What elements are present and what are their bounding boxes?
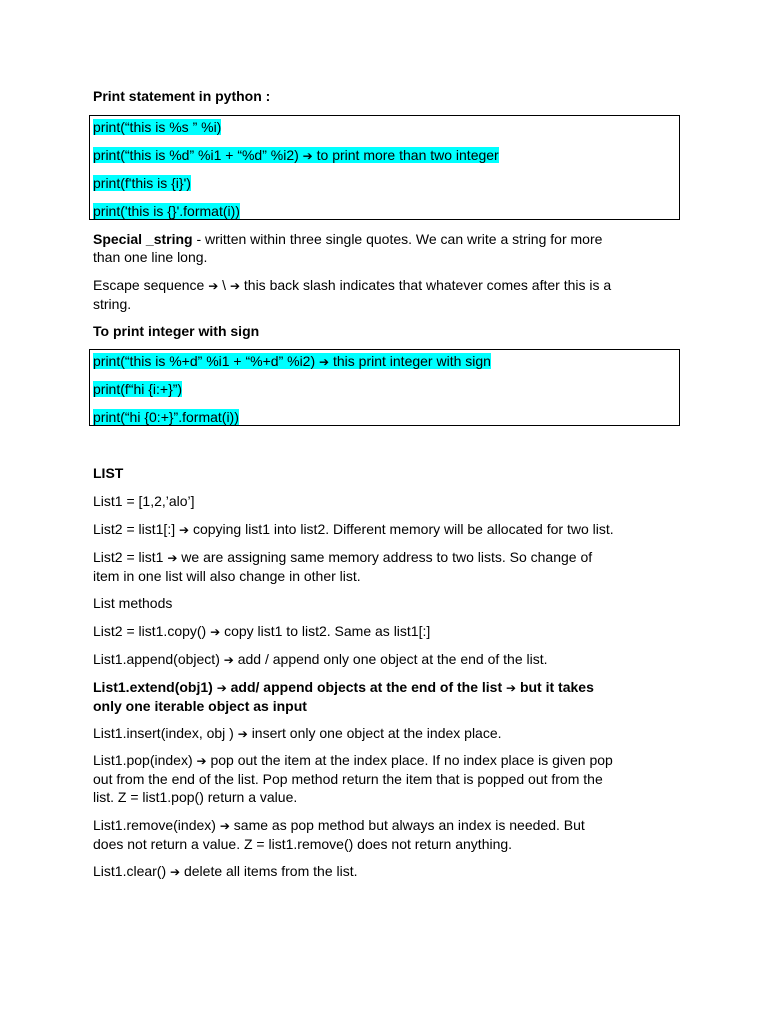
arrow-icon: ➔ bbox=[219, 819, 230, 833]
code-line: print(“this is %d” %i1 + “%d” %i2) ➔ to print more than two integer bbox=[93, 147, 499, 163]
list-line: List2 = list1 ➔ we are assigning same memory address to two lists. So change of item in one list will also change in other list. bbox=[93, 549, 593, 584]
code-line: print(f“hi {i:+}”) bbox=[93, 381, 183, 397]
arrow-icon: ➔ bbox=[229, 279, 240, 293]
list-method-insert: List1.insert(index, obj ) ➔ insert only one object at the index place. bbox=[93, 725, 502, 741]
heading-print-statement: Print statement in python : bbox=[93, 88, 271, 104]
heading-integer-sign: To print integer with sign bbox=[93, 323, 260, 339]
arrow-icon: ➔ bbox=[319, 355, 330, 369]
list-method-remove: List1.remove(index) ➔ same as pop method but always an index is needed. But does not return a value. Z = list1.remove() does not return anything. bbox=[93, 817, 585, 852]
term-label: Special _string bbox=[93, 231, 193, 247]
escape-sequence-paragraph: Escape sequence ➔ \ ➔ this back slash indicates that whatever comes after this is a string. bbox=[93, 277, 612, 312]
code-line: print(“this is %+d” %i1 + “%+d” %i2) ➔ this print integer with sign bbox=[93, 353, 491, 369]
heading-list: LIST bbox=[93, 465, 124, 481]
arrow-icon: ➔ bbox=[170, 865, 181, 879]
list-method-extend: List1.extend(obj1) ➔ add/ append objects at the end of the list ➔ but it takes only one iterable object as input bbox=[93, 679, 594, 714]
arrow-icon: ➔ bbox=[216, 681, 227, 695]
code-box-print bbox=[89, 115, 680, 220]
list-method-clear: List1.clear() ➔ delete all items from the list. bbox=[93, 863, 358, 879]
arrow-icon: ➔ bbox=[210, 625, 221, 639]
arrow-icon: ➔ bbox=[302, 149, 313, 163]
arrow-icon: ➔ bbox=[223, 653, 234, 667]
arrow-icon: ➔ bbox=[178, 523, 190, 537]
list-line: List1 = [1,2,’alo’] bbox=[93, 493, 195, 509]
list-method-copy: List2 = list1.copy() ➔ copy list1 to list2. Same as list1[:] bbox=[93, 623, 431, 639]
code-line: print(“this is %s ” %i) bbox=[93, 119, 222, 135]
code-line: print(“hi {0:+}”.format(i)) bbox=[93, 409, 239, 425]
arrow-icon: ➔ bbox=[196, 754, 207, 768]
list-line: List2 = list1[:] ➔ copying list1 into list2. Different memory will be allocated for two list. bbox=[93, 521, 614, 537]
arrow-icon: ➔ bbox=[237, 727, 248, 741]
list-method-pop: List1.pop(index) ➔ pop out the item at the index place. If no index place is given pop out from the end of the list. Pop method return the item that is popped out from the list. Z = list1.pop() return a value. bbox=[93, 752, 613, 805]
code-line: print('this is {}'.format(i)) bbox=[93, 203, 240, 219]
arrow-icon: ➔ bbox=[506, 681, 517, 695]
arrow-icon: ➔ bbox=[208, 279, 219, 293]
list-methods-label: List methods bbox=[93, 595, 173, 611]
special-string-paragraph: Special _string - written within three single quotes. We can write a string for more than one line long. bbox=[93, 231, 603, 265]
code-box-sign bbox=[89, 349, 680, 426]
list-method-append: List1.append(object) ➔ add / append only one object at the end of the list. bbox=[93, 651, 548, 667]
code-line: print(f'this is {i}') bbox=[93, 175, 191, 191]
arrow-icon: ➔ bbox=[167, 551, 178, 565]
